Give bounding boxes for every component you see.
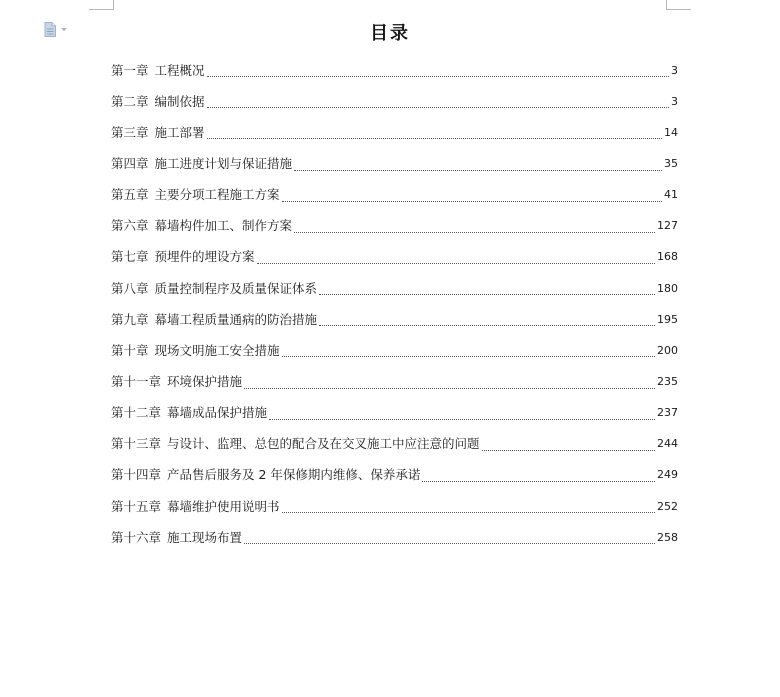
toc-entry[interactable] [111, 491, 678, 522]
toc-dot-leader [319, 324, 655, 326]
toc-entry[interactable] [111, 335, 678, 366]
toc-entry-label [111, 218, 292, 234]
toc-page-number: 41 [664, 188, 678, 202]
toc-entry[interactable] [111, 55, 678, 86]
toc-chapter-number: 第十章 [111, 342, 149, 358]
toc-entry[interactable] [111, 522, 678, 553]
toc-page-number: 3 [671, 94, 678, 108]
toc-entry-label [111, 530, 242, 546]
toc-chapter-title: 幕墙维护使用说明书 [167, 498, 280, 514]
toc-entry-label [111, 156, 292, 172]
toc-chapter-number: 第三章 [111, 124, 149, 140]
toc-entry-label [111, 374, 242, 390]
toc-dot-leader [244, 387, 655, 389]
toc-entry-label [111, 499, 280, 515]
toc-chapter-title: 工程概况 [154, 62, 205, 78]
toc-entry[interactable] [111, 273, 678, 304]
toc-dot-leader [207, 75, 669, 77]
toc-entry-label [111, 343, 280, 359]
toc-chapter-title: 现场文明施工安全措施 [154, 342, 280, 358]
toc-chapter-title: 施工现场布置 [167, 529, 243, 545]
toc-entry-label [111, 249, 255, 265]
toc-chapter-number: 第七章 [111, 249, 149, 265]
toc-page-number: 244 [657, 437, 678, 451]
toc-page-number: 249 [657, 468, 678, 482]
toc-chapter-title: 幕墙工程质量通病的防治措施 [154, 311, 318, 327]
toc-dot-leader [207, 106, 669, 108]
toc-entry-label [111, 63, 205, 79]
toc-chapter-title: 预埋件的埋设方案 [154, 249, 255, 265]
toc-dot-leader [422, 480, 655, 482]
toc-dot-leader [294, 169, 662, 171]
toc-page-number: 35 [664, 156, 678, 170]
toc-entry[interactable] [111, 304, 678, 335]
toc-page-number: 127 [657, 219, 678, 233]
toc-chapter-title: 与设计、监理、总包的配合及在交叉施工中应注意的问题 [167, 436, 480, 452]
toc-entry-label [111, 312, 317, 328]
toc-entry[interactable] [111, 429, 678, 460]
toc-page-number: 235 [657, 374, 678, 388]
toc-page-number: 252 [657, 499, 678, 513]
toc-page-number: 200 [657, 343, 678, 357]
toc-chapter-title: 环境保护措施 [167, 373, 243, 389]
toc-chapter-title: 幕墙成品保护措施 [167, 405, 268, 421]
toc-entry[interactable] [111, 148, 678, 179]
toc-page-number: 237 [657, 406, 678, 420]
toc-entry[interactable] [111, 86, 678, 117]
toc-dot-leader [257, 262, 655, 264]
toc-page-number: 14 [664, 125, 678, 139]
toc-entry-label [111, 94, 205, 110]
toc-chapter-number: 第十一章 [111, 373, 162, 389]
toc-dot-leader [294, 231, 655, 233]
toc-chapter-number: 第一章 [111, 62, 149, 78]
toc-chapter-number: 第九章 [111, 311, 149, 327]
toc-chapter-number: 第十五章 [111, 498, 162, 514]
toc-page-number: 3 [671, 63, 678, 77]
toc-entry-label [111, 405, 267, 421]
toc-entry[interactable] [111, 180, 678, 211]
toc-entry[interactable] [111, 460, 678, 491]
toc-dot-leader [282, 200, 662, 202]
toc-entry-label [111, 187, 280, 203]
toc-entry[interactable] [111, 117, 678, 148]
toc-chapter-title: 幕墙构件加工、制作方案 [154, 218, 293, 234]
toc-entry[interactable] [111, 242, 678, 273]
toc-chapter-title: 产品售后服务及 2 年保修期内维修、保养承诺 [167, 467, 421, 483]
toc-page-number: 195 [657, 312, 678, 326]
toc-page-number: 258 [657, 530, 678, 544]
toc-chapter-title: 施工进度计划与保证措施 [154, 155, 293, 171]
toc-dot-leader [282, 355, 655, 357]
toc-entry[interactable] [111, 366, 678, 397]
toc-chapter-title: 施工部署 [154, 124, 205, 140]
toc-dot-leader [282, 511, 655, 513]
toc-chapter-number: 第二章 [111, 93, 149, 109]
toc-chapter-number: 第十六章 [111, 529, 162, 545]
toc-dot-leader [319, 293, 655, 295]
toc-entry[interactable] [111, 211, 678, 242]
page-corner-mark-right [666, 0, 691, 10]
toc-entry[interactable] [111, 398, 678, 429]
toc-chapter-number: 第十三章 [111, 436, 162, 452]
toc-chapter-number: 第五章 [111, 187, 149, 203]
toc-entry-label [111, 281, 317, 297]
toc-page-number: 168 [657, 250, 678, 264]
toc-dot-leader [482, 449, 655, 451]
table-of-contents [111, 55, 678, 553]
toc-dot-leader [244, 542, 655, 544]
toc-title: 目录 [370, 23, 410, 44]
toc-chapter-number: 第四章 [111, 155, 149, 171]
toc-entry-label [111, 125, 205, 141]
toc-page-number: 180 [657, 281, 678, 295]
page-corner-mark-left [89, 0, 114, 10]
toc-chapter-title: 编制依据 [154, 93, 205, 109]
toc-chapter-number: 第八章 [111, 280, 149, 296]
toc-dot-leader [269, 418, 655, 420]
toc-chapter-title: 主要分项工程施工方案 [154, 187, 280, 203]
toc-chapter-number: 第十四章 [111, 467, 162, 483]
toc-entry-label [111, 436, 480, 452]
toc-chapter-number: 第六章 [111, 218, 149, 234]
toc-chapter-title: 质量控制程序及质量保证体系 [154, 280, 318, 296]
toc-entry-label [111, 467, 420, 483]
toc-chapter-number: 第十二章 [111, 405, 162, 421]
toc-dot-leader [207, 137, 662, 139]
